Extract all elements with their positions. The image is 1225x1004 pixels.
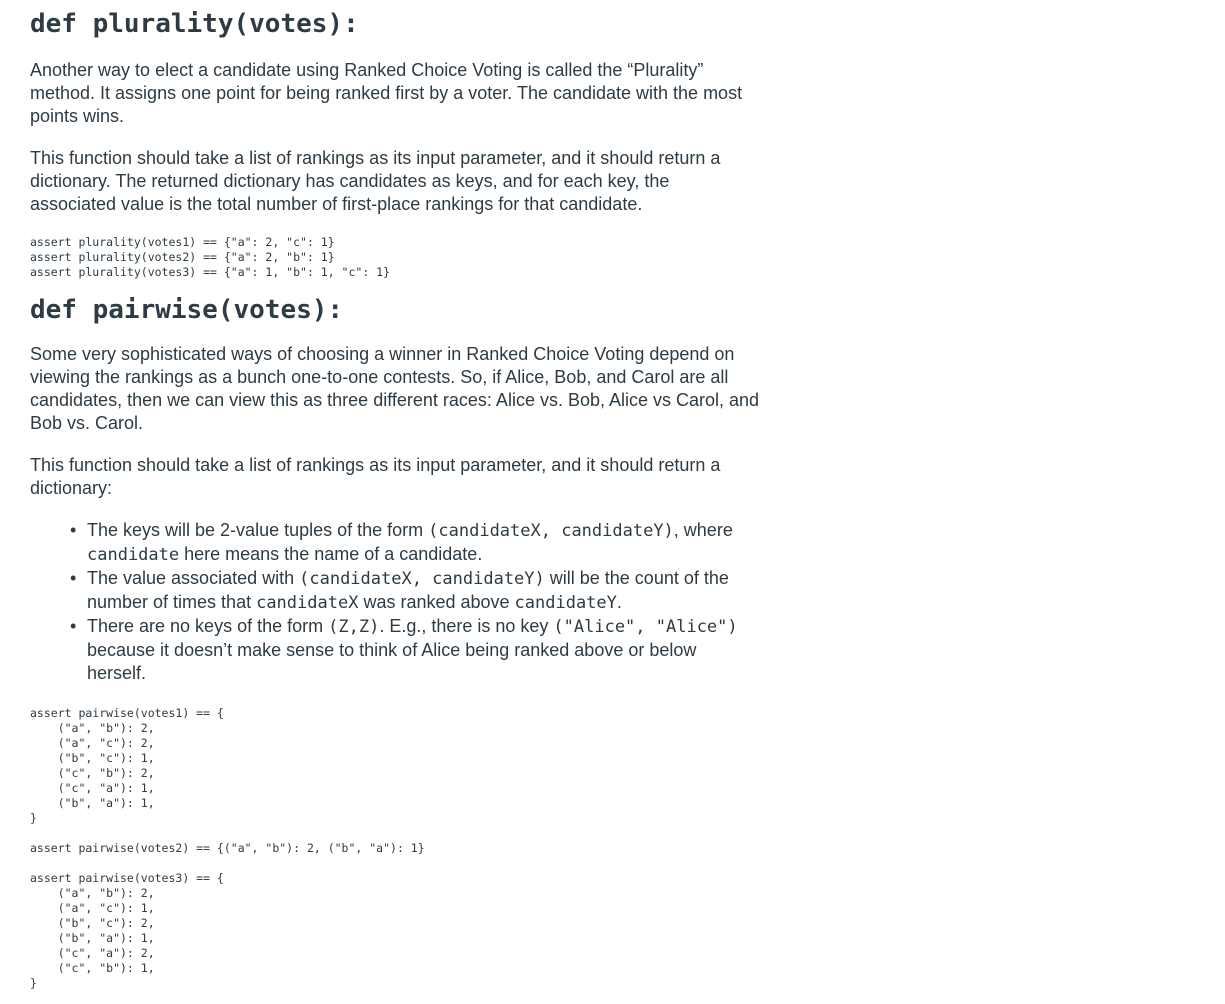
plurality-heading: def plurality(votes): [30, 9, 359, 39]
bullet-text: . E.g., there is no key [379, 616, 554, 636]
inline-code: candidate [87, 545, 180, 565]
bullet-text: because it doesn’t make sense to think of Alice being ranked above or below herself. [87, 640, 697, 683]
bullet-text: was ranked above [358, 592, 515, 612]
inline-code: (Z,Z) [328, 617, 380, 637]
pairwise-votes1-code: assert pairwise(votes1) == { ("a", "b"): 2, ("a", "c"): 2, ("b", "c"): 1, ("c", "b"): 2, ("c", "a"): 1, ("b", "a"): 1, } [30, 706, 224, 825]
plurality-spec: This function should take a list of rankings as its input parameter, and it should return a dictionary. The returned dictionary has candidates as keys, and for each key, the associated value is the total number of first-place rankings for that candidate. [30, 148, 721, 214]
pairwise-votes3-code: assert pairwise(votes3) == { ("a", "b"): 2, ("a", "c"): 1, ("b", "c"): 2, ("b", "a"): 1, ("c", "a"): 2, ("c", "b"): 1, } [30, 871, 224, 990]
list-item [87, 615, 760, 685]
bullet-text: There are no keys of the form [87, 616, 329, 636]
pairwise-votes2-code: assert pairwise(votes2) == {("a", "b"): 2, ("b", "a"): 1} [30, 841, 425, 855]
bullet-text: here means the name of a candidate. [179, 544, 483, 564]
list-item [87, 519, 760, 567]
plurality-description: Another way to elect a candidate using Ranked Choice Voting is called the “Plurality” method. It assigns one point for being ranked first by a voter. The candidate with the most points wins. [30, 60, 743, 126]
inline-code: candidateX [256, 593, 359, 613]
bullet-text: . [616, 592, 622, 612]
bullet-text: , where [673, 520, 733, 540]
pairwise-spec: This function should take a list of rankings as its input parameter, and it should return a dictionary: [30, 455, 721, 498]
document-content [30, 0, 760, 991]
bullet-text: The keys will be 2-value tuples of the form [87, 520, 429, 540]
pairwise-description: Some very sophisticated ways of choosing a winner in Ranked Choice Voting depend on viewing the rankings as a bunch one-to-one contests. So, if Alice, Bob, and Carol are all candidates, then we can view this as three different races: Alice vs. Bob, Alice vs Carol, and Bob vs. Carol. [30, 344, 760, 433]
inline-code: (candidateX, candidateY) [299, 569, 545, 589]
plurality-asserts-code: assert plurality(votes1) == {"a": 2, "c": 1} assert plurality(votes2) == {"a": 2, "b": 1} assert plurality(votes3) == {"a": 1, "b": 1, "c": 1} [30, 235, 391, 279]
list-item [87, 567, 760, 615]
pairwise-heading: def pairwise(votes): [30, 295, 344, 325]
pairwise-rules-list [30, 519, 760, 685]
inline-code: candidateY [514, 593, 617, 613]
inline-code: ("Alice", "Alice") [553, 617, 738, 637]
bullet-text: will be the count of the number of times that [87, 568, 729, 612]
inline-code: (candidateX, candidateY) [428, 521, 674, 541]
bullet-text: The value associated with [87, 568, 300, 588]
